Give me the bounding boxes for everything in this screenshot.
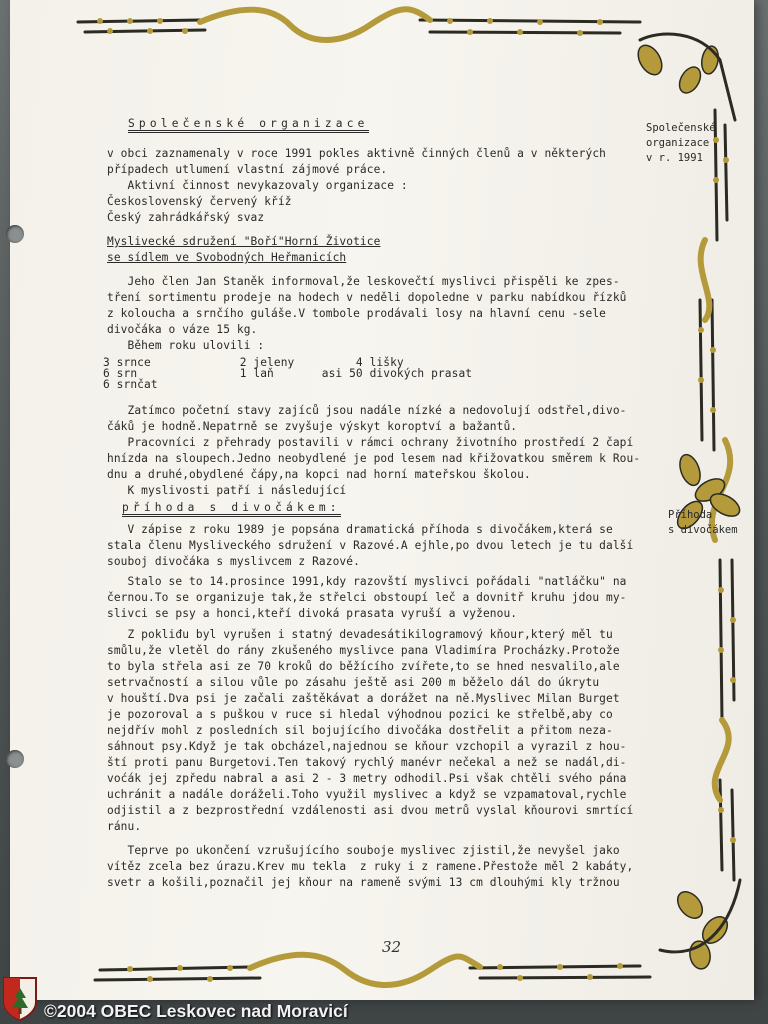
- intro-line: Český zahrádkářský svaz: [107, 211, 265, 224]
- paragraph-line: slivci se psy a honci,kteří divoká prasata vyruší a vyženou.: [107, 607, 518, 620]
- intro-line: Československý červený kříž: [107, 195, 292, 208]
- paragraph-line: ští proti panu Burgetovi.Ten takový rychlý manévr nečekal a než se nadál,di-: [107, 756, 627, 769]
- paragraph-line: V zápise z roku 1989 je popsána dramatická příhoda s divočákem,která se: [107, 523, 613, 536]
- paragraph-line: souboj divočáka s myslivcem z Razové.: [107, 555, 360, 568]
- catch-row: 6 srn 1 laň asi 50 divokých prasat: [103, 367, 473, 380]
- paragraph-line: ránu.: [107, 820, 142, 833]
- catch-row: 3 srnce 2 jeleny 4 lišky: [103, 356, 404, 369]
- incident-title: příhoda s divočákem:: [122, 500, 341, 516]
- paragraph-line: Jeho člen Jan Staněk informoval,že leskovečtí myslivci přispěli ke zpes-: [107, 275, 620, 288]
- page-heading: Společenské organizace: [128, 116, 369, 132]
- margin-note-incident: Příhoda s divočákem: [668, 509, 738, 536]
- page-number: 32: [382, 938, 402, 956]
- intro-line: v obci zaznamenaly v roce 1991 pokles aktivně činných členů a v některých: [107, 147, 606, 160]
- section-title: Myslivecké sdružení "Boří"Horní Životice: [107, 235, 381, 248]
- paragraph-line: tření sortimentu prodeje na hodech v neděli dopoledne v parku nabídkou řízků: [107, 291, 627, 304]
- paragraph-line: setrvačností a silou vůle po zásahu ještě asi 200 m běželo dál do úkrytu: [107, 676, 600, 689]
- catch-row: 6 srnčat: [103, 378, 158, 391]
- paragraph-line: hnízda na sloupech.Jedno neobydlené je pod lesem nad křižovatkou směrem k Rou-: [107, 452, 641, 465]
- paragraph-line: Teprve po ukončení vzrušujícího souboje myslivec zjistil,že nevyšel jako: [107, 844, 620, 857]
- paragraph-line: divočáka o váze 15 kg.: [107, 323, 258, 336]
- paragraph-line: svetr a košili,poznačil jej kňour na rameně svými 13 cm dlouhými kly tržnou: [107, 876, 620, 889]
- margin-note-organizations: Společenské organizace v r. 1991: [646, 122, 716, 164]
- paragraph-line: dnu a druhé,obydlené čápy,na kopci nad horní mateřskou školou.: [107, 468, 531, 481]
- paragraph-line: smůlu,že vletěl do rány zkušeného myslivce pana Vladimíra Procházky.Protože: [107, 644, 620, 657]
- paragraph-line: Stalo se to 14.prosince 1991,kdy razovští myslivci pořádali "natláčku" na: [107, 575, 627, 588]
- paragraph-line: stala členu Mysliveckého sdružení v Razové.A ejhle,po dvou letech je tu další: [107, 539, 634, 552]
- intro-line: Aktivní činnost nevykazovaly organizace :: [107, 179, 408, 192]
- intro-line: případech utlumení vlastní zájmové práce.: [107, 163, 388, 176]
- paragraph-line: Z pokliđu byl vyrušen i statný devadesátikilogramový kňour,který měl tu: [107, 628, 613, 641]
- paragraph-line: čáků je hodně.Nepatrně se zvyšuje výskyt koroptví a bažantů.: [107, 420, 518, 433]
- paragraph-line: vítěz zcela bez úrazu.Krev mu tekla z ruky i z ramene.Přestože měl 2 kabáty,: [107, 860, 634, 873]
- paragraph-line: je pozoroval a s puškou v ruce si hledal výhodnou pozici ke střelbě,aby co: [107, 708, 613, 721]
- paragraph-line: to byla střela asi ze 70 kroků do běžícího zvířete,to se hned nesvalilo,ale: [107, 660, 620, 673]
- paragraph-line: voćák jej zpředu nabral a asi 2 - 3 metry odhodil.Psi však chtěli svého pána: [107, 772, 627, 785]
- paragraph-line: odjistil a z bezprostřední vzdálenosti asi dvou metrů vyslal kňourovi smrtící: [107, 804, 634, 817]
- paragraph-line: z koloucha a srnčího guláše.V tombole prodávali losy na hlavní cenu -sele: [107, 307, 606, 320]
- municipal-crest-icon: [2, 976, 38, 1022]
- paragraph-line: uchránit a nadále doráželi.Toho využil myslivec a když se vzpamatoval,rychle: [107, 788, 627, 801]
- paragraph-line: nejdřív mohl z posledních sil bojujícího divočáka dostřelit a přitom neza-: [107, 724, 613, 737]
- copyright-watermark: ©2004 OBEC Leskovec nad Moravicí: [44, 1001, 348, 1021]
- paragraph-line: v houští.Dva psi je začali zaštěkávat a dorážet na ně.Myslivec Milan Burget: [107, 692, 620, 705]
- paragraph-line: Pracovníci z přehrady postavili v rámci ochrany životního prostředí 2 čapí: [107, 436, 634, 449]
- paragraph-line: K myslivosti patří i následující: [107, 484, 347, 497]
- paragraph-line: Během roku ulovili :: [107, 339, 265, 352]
- paragraph-line: Zatímco početní stavy zajíců jsou nadále nízké a nedovolují odstřel,divo-: [107, 404, 627, 417]
- paragraph-line: černou.To se organizuje tak,že střelci obstoupí leč a dovnitř kruhu jdou my-: [107, 591, 627, 604]
- section-subtitle: se sídlem ve Svobodných Heřmanicích: [107, 251, 347, 264]
- paragraph-line: sáhnout psy.Když je tak obcházel,najednou se kňour vzchopil a vyrazil z hou-: [107, 740, 627, 753]
